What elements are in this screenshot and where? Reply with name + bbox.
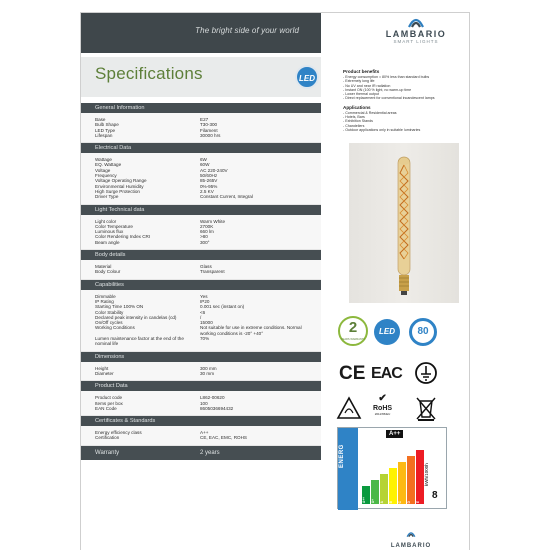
energy-class-label: D bbox=[407, 500, 411, 503]
energy-class-bar bbox=[371, 480, 379, 504]
section-body-light bbox=[81, 215, 321, 250]
spec-key: Declared peak intensity in candelas (cd) bbox=[95, 314, 177, 320]
spec-key: Environmental Humidity bbox=[95, 183, 144, 189]
spec-value: L862-00620 bbox=[200, 395, 225, 401]
energy-class-bar bbox=[407, 456, 415, 504]
energy-class-label: A+ bbox=[371, 498, 375, 503]
applications-item: - Outdoor applications only in suitable luminaries bbox=[343, 127, 421, 132]
rohs-label: RoHS bbox=[373, 405, 393, 412]
energy-consumption-unit: kWh/1000h bbox=[424, 463, 429, 486]
earth-ground-icon bbox=[414, 361, 438, 390]
section-body-body bbox=[81, 260, 321, 280]
footer-brand-name: LAMBARIO bbox=[390, 543, 432, 549]
benefits-item: - Instant ON (100 % light, no warm-up time bbox=[343, 87, 412, 92]
spec-key: Material bbox=[95, 264, 112, 270]
spec-key: Height bbox=[95, 365, 109, 371]
section-header-body: Body details bbox=[81, 250, 321, 260]
spec-row bbox=[95, 336, 321, 347]
spec-key: Energy efficiency class bbox=[95, 430, 142, 436]
spec-key: Certification bbox=[95, 435, 120, 441]
spec-row bbox=[95, 240, 321, 245]
benefits-panel bbox=[343, 69, 469, 132]
spec-value: Filament bbox=[200, 127, 218, 133]
section-body-certs bbox=[81, 426, 321, 446]
spec-value: Transparent bbox=[200, 269, 225, 275]
spec-value: Yes bbox=[200, 293, 208, 299]
spec-key: Beam angle bbox=[95, 239, 120, 245]
filament-bulb-icon bbox=[349, 143, 459, 303]
energy-class-label: B bbox=[389, 500, 393, 503]
top-banner bbox=[81, 13, 321, 53]
applications-item: - Commercial & Residential areas bbox=[343, 110, 397, 115]
spec-row bbox=[95, 325, 321, 336]
energy-class-bar bbox=[389, 468, 397, 504]
spec-value: Not suitable for use in extreme conditions. Normal working conditions is -20° +40° bbox=[200, 325, 302, 336]
spec-key: Wattage bbox=[95, 157, 112, 163]
spec-key: Driver Type bbox=[95, 194, 119, 200]
section-header-electrical: Electrical Data bbox=[81, 143, 321, 153]
spec-value: Glass bbox=[200, 264, 212, 270]
energy-class-label: A++ bbox=[362, 496, 366, 503]
section-header-product: Product Data bbox=[81, 381, 321, 391]
section-body-product bbox=[81, 391, 321, 416]
benefits-item: - No UV and near IR radiation bbox=[343, 83, 391, 88]
spec-value: 70% bbox=[200, 336, 210, 342]
section-header-capabilities: Capabilities bbox=[81, 280, 321, 290]
bulb-photo bbox=[349, 143, 459, 303]
spec-value: 300 mm bbox=[200, 365, 217, 371]
applications-item: - Chandeliers bbox=[343, 123, 365, 128]
spec-key: Frequency bbox=[95, 173, 117, 179]
section-body-dimensions bbox=[81, 362, 321, 382]
spec-key: LED Type bbox=[95, 127, 116, 133]
energy-class-bar bbox=[416, 450, 424, 504]
rohs-mark: ✔ RoHS 2011/65/EU bbox=[373, 393, 393, 416]
banner-tagline: The bright side of your world bbox=[195, 26, 299, 35]
warranty-years-sub: YEARS WARRANTY bbox=[340, 338, 366, 341]
warranty-key: Warranty bbox=[95, 449, 120, 456]
spec-value: 660 lm bbox=[200, 229, 214, 235]
spec-key: Body Colour bbox=[95, 269, 121, 275]
spec-key: IP Rating bbox=[95, 298, 114, 304]
spec-key: Light color bbox=[95, 218, 117, 224]
spec-key: High Surge Protection bbox=[95, 188, 140, 194]
brand-logo bbox=[366, 15, 466, 51]
spec-value: <6 bbox=[200, 309, 206, 315]
spec-value: IP20 bbox=[200, 298, 210, 304]
spec-key: Working Conditions bbox=[95, 325, 135, 331]
spec-key: Lifespan bbox=[95, 132, 113, 138]
spec-value: 0%-95% bbox=[200, 183, 218, 189]
spec-value: >80 bbox=[200, 234, 208, 240]
benefits-list bbox=[343, 75, 469, 101]
cri-badge: 80 bbox=[409, 318, 437, 346]
spec-value: 15000 bbox=[200, 320, 213, 326]
spec-key: Lumen maintenance factor at the end of the nominal life bbox=[95, 336, 184, 347]
spec-value: 85-265V bbox=[200, 178, 218, 184]
eac-mark: EAC bbox=[371, 365, 402, 382]
energy-consumption-value: 8 bbox=[432, 490, 438, 501]
led-badge: LED bbox=[295, 65, 319, 89]
energy-label-title: ENERG bbox=[339, 444, 345, 468]
spec-value: T30-300 bbox=[200, 122, 218, 128]
section-header-light: Light Technical data bbox=[81, 205, 321, 215]
section-header-general: General Information bbox=[81, 103, 321, 113]
warranty-years: 2 bbox=[348, 319, 358, 336]
spec-value: 300° bbox=[200, 239, 210, 245]
applications-item: - Hotels, Bars bbox=[343, 115, 365, 120]
spec-value: AC 220-240V bbox=[200, 167, 228, 173]
spec-key: Dimmable bbox=[95, 293, 116, 299]
spec-value: E27 bbox=[200, 117, 209, 122]
brand-mark-icon bbox=[405, 15, 427, 29]
spec-key: EAN Code bbox=[95, 405, 117, 411]
warranty-badge bbox=[338, 316, 368, 346]
energy-label bbox=[337, 427, 447, 509]
spec-value: Constant Current, Integral bbox=[200, 194, 253, 200]
benefits-title: Product benefits bbox=[343, 69, 380, 74]
spec-key: Voltage Operating Range bbox=[95, 178, 147, 184]
benefits-item: - Lower thermal output bbox=[343, 92, 379, 97]
section-body-electrical bbox=[81, 153, 321, 204]
spec-value: 6W bbox=[200, 157, 207, 163]
energy-class-current: A++ bbox=[386, 430, 403, 438]
spec-key: Items per box bbox=[95, 400, 123, 406]
rohs-sub: 2011/65/EU bbox=[374, 412, 391, 416]
spec-key: Starting Time 100% ON bbox=[95, 304, 144, 310]
brand-tagline: SMART LIGHTS bbox=[393, 39, 439, 44]
energy-class-label: A bbox=[380, 500, 384, 503]
section-header-dimensions: Dimensions bbox=[81, 352, 321, 362]
benefits-item: - Extremely long life bbox=[343, 79, 375, 84]
applications-item: - Exhibition Stands bbox=[343, 119, 373, 124]
weee-bin-icon bbox=[415, 395, 437, 426]
energy-class-label: E bbox=[416, 500, 420, 503]
spec-value: CE, EAC, EMC, ROHS bbox=[200, 435, 247, 441]
spec-value: 60W bbox=[200, 162, 210, 168]
spec-value: 8605036694432 bbox=[200, 405, 234, 411]
spec-key: Color Stability bbox=[95, 309, 124, 315]
spec-value: 2700K bbox=[200, 223, 214, 229]
spec-value: 30 mm bbox=[200, 370, 215, 376]
footer-logo bbox=[381, 525, 441, 549]
spec-value: 100 bbox=[200, 400, 208, 406]
spec-key: Color Temperature bbox=[95, 223, 133, 229]
spec-value: Warm White bbox=[200, 218, 226, 224]
spec-key: Base bbox=[95, 117, 106, 122]
spec-value: A++ bbox=[200, 430, 209, 436]
applications-title: Applications bbox=[343, 104, 371, 110]
spec-key: Bulb Shape bbox=[95, 122, 119, 128]
page-title: Specifications bbox=[95, 64, 203, 83]
spec-key: Luminous flux bbox=[95, 229, 124, 235]
warranty-value: 2 years bbox=[200, 449, 220, 456]
led-round-badge: LED bbox=[374, 319, 400, 345]
brand-name: LAMBARIO bbox=[385, 29, 447, 39]
section-header-certs: Certificates & Standards bbox=[81, 416, 321, 426]
spec-row bbox=[95, 133, 321, 138]
applications-list bbox=[343, 111, 469, 132]
spec-row bbox=[95, 269, 321, 274]
spec-key: Voltage bbox=[95, 167, 111, 173]
spec-value: 0.001 sec (instant on) bbox=[200, 304, 245, 310]
energy-class-bar bbox=[380, 474, 388, 504]
footer-brand-mark-icon bbox=[405, 530, 417, 538]
spec-key: EQ. Wattage bbox=[95, 162, 122, 168]
energy-class-label: C bbox=[398, 500, 402, 503]
spec-row bbox=[95, 371, 321, 376]
energy-class-bar bbox=[362, 486, 370, 504]
spec-row bbox=[95, 435, 321, 440]
spec-value: 50/60Hz bbox=[200, 173, 218, 179]
spec-key: Product code bbox=[95, 395, 123, 401]
spec-row bbox=[95, 406, 321, 411]
ce-mark: CE bbox=[339, 363, 366, 384]
spec-value: 30000 hrs bbox=[200, 132, 221, 138]
spec-key: Diameter bbox=[95, 370, 114, 376]
spec-sheet bbox=[80, 12, 470, 550]
spec-row bbox=[95, 194, 321, 199]
spec-key: On/Off cycles bbox=[95, 320, 123, 326]
energy-class-bar bbox=[398, 462, 406, 504]
spec-table bbox=[81, 103, 321, 460]
section-body-capabilities bbox=[81, 290, 321, 352]
warranty-row bbox=[81, 446, 321, 460]
spec-key: Color Rendering Index CRI bbox=[95, 234, 151, 240]
benefits-item: - Energy consumption = 80% less than standard bulbs bbox=[343, 75, 430, 79]
benefits-item: - Direct replacement for conventional incandescent lamps bbox=[343, 96, 435, 101]
spec-value: / bbox=[200, 314, 202, 320]
section-body-general bbox=[81, 113, 321, 143]
spec-value: 2.5 KV bbox=[200, 188, 214, 194]
